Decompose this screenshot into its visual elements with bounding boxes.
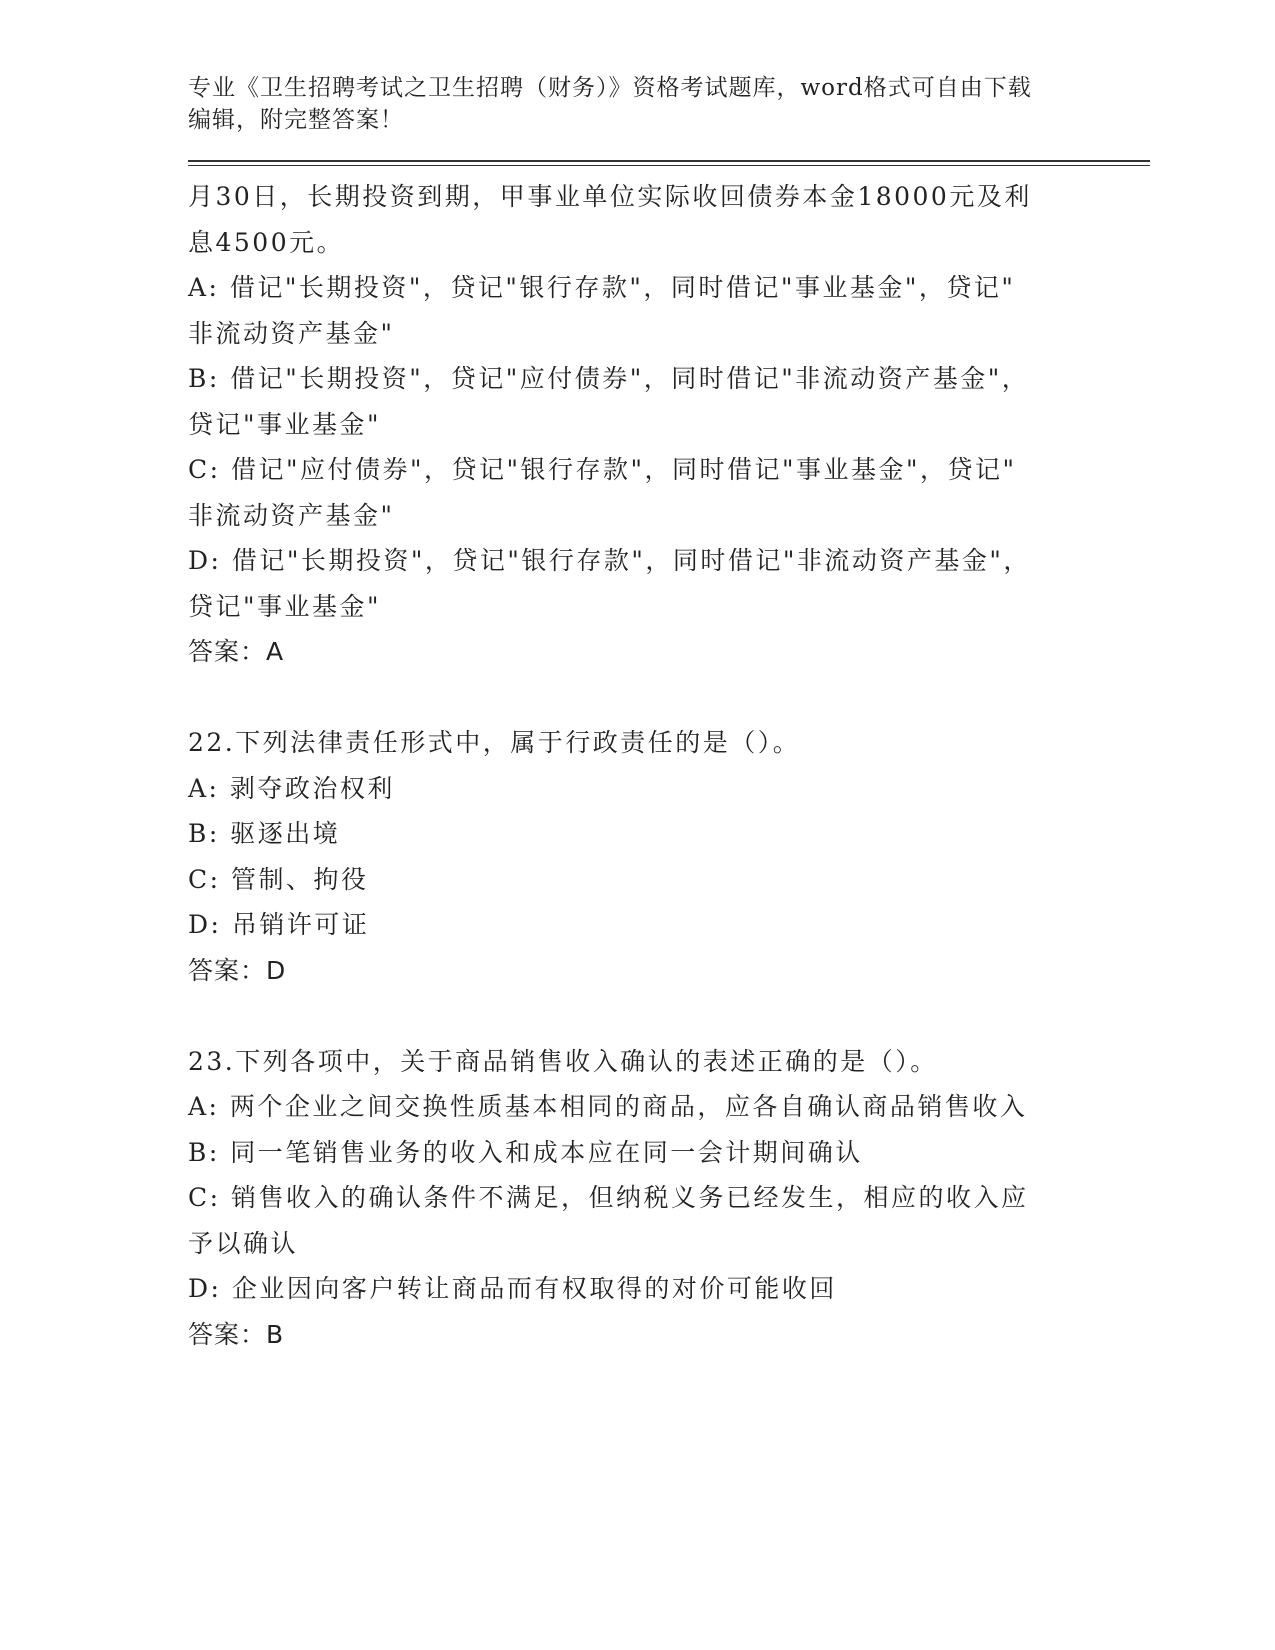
option-b: B: 驱逐出境: [188, 819, 341, 848]
question-stem-line: 月30日，长期投资到期，甲事业单位实际收回债券本金18000元及利: [188, 182, 1032, 211]
option-d-cont: 贷记"事业基金": [188, 591, 381, 621]
answer: 答案：D: [188, 955, 287, 985]
option-b: B: 同一笔销售业务的收入和成本应在同一会计期间确认: [188, 1137, 863, 1167]
option-c-cont: 予以确认: [188, 1228, 299, 1258]
spacer: [188, 993, 1068, 1039]
document-page: [188, 72, 1148, 1357]
option-c-cont: 非流动资产基金": [188, 500, 395, 530]
option-a: A: 借记"长期投资"，贷记"银行存款"，同时借记"事业基金"，贷记": [188, 273, 1016, 302]
option-a: A: 两个企业之间交换性质基本相同的商品，应各自确认商品销售收入: [188, 1092, 1028, 1121]
option-c: C: 销售收入的确认条件不满足，但纳税义务已经发生，相应的收入应: [188, 1183, 1029, 1212]
question-stem: 23.下列各项中，关于商品销售收入确认的表述正确的是（）。: [188, 1046, 938, 1076]
option-a: A: 剥夺政治权利: [188, 773, 395, 803]
question-stem: 22.下列法律责任形式中，属于行政责任的是（）。: [188, 728, 801, 757]
answer: 答案：B: [188, 1319, 285, 1349]
option-d: D: 吊销许可证: [188, 910, 370, 939]
question-stem-line: 息4500元。: [188, 227, 345, 257]
answer: 答案：A: [188, 637, 285, 666]
option-d: D: 借记"长期投资"，贷记"银行存款"，同时借记"非流动资产基金"，: [188, 546, 1031, 575]
question-list: [188, 174, 1068, 1357]
question-23: [188, 1039, 1068, 1358]
question-21: [188, 174, 1068, 675]
spacer: [188, 675, 1068, 721]
option-c: C: 管制、拘役: [188, 864, 369, 894]
option-d: D: 企业因向客户转让商品而有权取得的对价可能收回: [188, 1274, 837, 1303]
header-line-1: 专业《卫生招聘考试之卫生招聘（财务）》资格考试题库，word格式可自由下载: [188, 75, 1032, 101]
question-22: [188, 720, 1068, 993]
option-c: C: 借记"应付债券"，贷记"银行存款"，同时借记"事业基金"，贷记": [188, 455, 1017, 484]
option-b-cont: 贷记"事业基金": [188, 409, 381, 439]
option-b: B: 借记"长期投资"，贷记"应付债券"，同时借记"非流动资产基金"，: [188, 364, 1030, 393]
header-line-2: 编辑，附完整答案！: [188, 107, 404, 133]
document-header: [188, 72, 1068, 136]
header-divider: [188, 160, 1150, 166]
option-a-cont: 非流动资产基金": [188, 318, 395, 348]
